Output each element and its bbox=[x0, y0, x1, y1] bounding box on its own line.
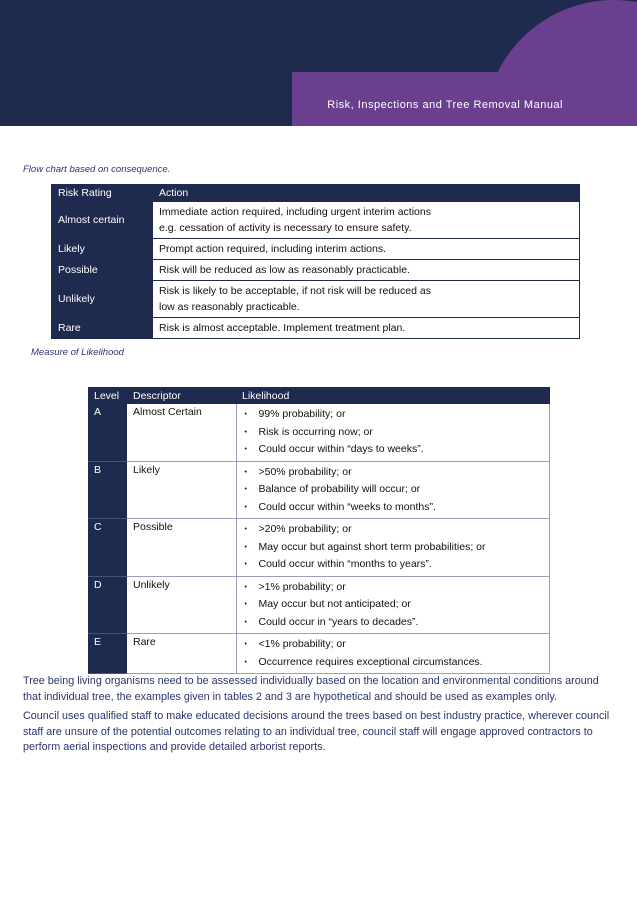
table-row bbox=[88, 634, 550, 674]
risk-rating-cell: Rare bbox=[52, 318, 153, 339]
likelihood-header: Likelihood bbox=[236, 387, 550, 404]
table-row bbox=[52, 281, 580, 318]
likelihood-item: • >20% probability; or bbox=[243, 521, 544, 539]
table-row bbox=[52, 202, 580, 239]
table-row bbox=[88, 404, 550, 461]
likelihood-cell bbox=[236, 404, 550, 461]
action-line: Immediate action required, including urgent interim actions bbox=[159, 206, 431, 218]
table-row bbox=[52, 318, 580, 339]
body-paragraph: Council uses qualified staff to make educated decisions around the trees based on best industry practice, wherever council staff are unsure of the potential outcomes relating to an individual tree, council staff will engage approved contractors to perform aerial inspections and provide detailed arborist reports. bbox=[23, 710, 610, 753]
likelihood-cell bbox=[236, 519, 550, 577]
page-header bbox=[0, 0, 637, 126]
action-line: Risk is likely to be acceptable, if not risk will be reduced as bbox=[159, 285, 431, 297]
likelihood-item: • May occur but not anticipated; or bbox=[243, 596, 544, 614]
table-row bbox=[52, 260, 580, 281]
likelihood-item: • >50% probability; or bbox=[243, 464, 544, 482]
action-line: Prompt action required, including interim actions. bbox=[159, 243, 387, 255]
action-cell bbox=[153, 260, 580, 281]
action-header: Action bbox=[153, 185, 580, 202]
descriptor-cell: Possible bbox=[127, 519, 236, 577]
likelihood-item: • Occurrence requires exceptional circumstances. bbox=[243, 654, 544, 672]
action-cell bbox=[153, 202, 580, 239]
table-row bbox=[88, 576, 550, 634]
action-cell bbox=[153, 318, 580, 339]
risk-rating-table bbox=[51, 184, 580, 339]
risk-rating-cell: Unlikely bbox=[52, 281, 153, 318]
action-line: low as reasonably practicable. bbox=[159, 301, 300, 313]
level-cell: E bbox=[88, 634, 127, 674]
level-cell: B bbox=[88, 461, 127, 519]
descriptor-cell: Almost Certain bbox=[127, 404, 236, 461]
descriptor-cell: Rare bbox=[127, 634, 236, 674]
likelihood-item: • Could occur in “years to decades”. bbox=[243, 614, 544, 632]
level-cell: C bbox=[88, 519, 127, 577]
document-title: Risk, Inspections and Tree Removal Manual bbox=[327, 99, 563, 111]
likelihood-item: • 99% probability; or bbox=[243, 406, 544, 424]
likelihood-item: • May occur but against short term probabilities; or bbox=[243, 539, 544, 557]
likelihood-item: • >1% probability; or bbox=[243, 579, 544, 597]
likelihood-cell bbox=[236, 634, 550, 674]
likelihood-item: • Could occur within “months to years”. bbox=[243, 556, 544, 574]
action-line: e.g. cessation of activity is necessary to ensure safety. bbox=[159, 222, 412, 234]
level-cell: D bbox=[88, 576, 127, 634]
likelihood-table bbox=[88, 387, 550, 674]
body-paragraph: Tree being living organisms need to be assessed individually based on the location and environmental conditions around that individual tree, the examples given in tables 2 and 3 are hypothetical and should be used as examples only. bbox=[23, 675, 599, 703]
table-row bbox=[52, 239, 580, 260]
likelihood-item: • <1% probability; or bbox=[243, 636, 544, 654]
table-row bbox=[88, 519, 550, 577]
risk-rating-cell: Possible bbox=[52, 260, 153, 281]
level-header: Level bbox=[88, 387, 127, 404]
likelihood-cell bbox=[236, 461, 550, 519]
risk-rating-header: Risk Rating bbox=[52, 185, 153, 202]
risk-rating-cell: Almost certain bbox=[52, 202, 153, 239]
risk-rating-cell: Likely bbox=[52, 239, 153, 260]
action-cell bbox=[153, 239, 580, 260]
action-line: Risk is almost acceptable. Implement treatment plan. bbox=[159, 322, 406, 334]
table2-caption: Measure of Likelihood bbox=[31, 347, 124, 358]
likelihood-item: • Risk is occurring now; or bbox=[243, 424, 544, 442]
likelihood-item: • Could occur within “weeks to months”. bbox=[243, 499, 544, 517]
likelihood-cell bbox=[236, 576, 550, 634]
descriptor-header: Descriptor bbox=[127, 387, 236, 404]
level-cell: A bbox=[88, 404, 127, 461]
likelihood-item: • Balance of probability will occur; or bbox=[243, 481, 544, 499]
descriptor-cell: Likely bbox=[127, 461, 236, 519]
table-row bbox=[88, 461, 550, 519]
action-line: Risk will be reduced as low as reasonably practicable. bbox=[159, 264, 410, 276]
action-cell bbox=[153, 281, 580, 318]
table1-caption: Flow chart based on consequence. bbox=[23, 164, 171, 175]
likelihood-item: • Could occur within “days to weeks”. bbox=[243, 441, 544, 459]
descriptor-cell: Unlikely bbox=[127, 576, 236, 634]
